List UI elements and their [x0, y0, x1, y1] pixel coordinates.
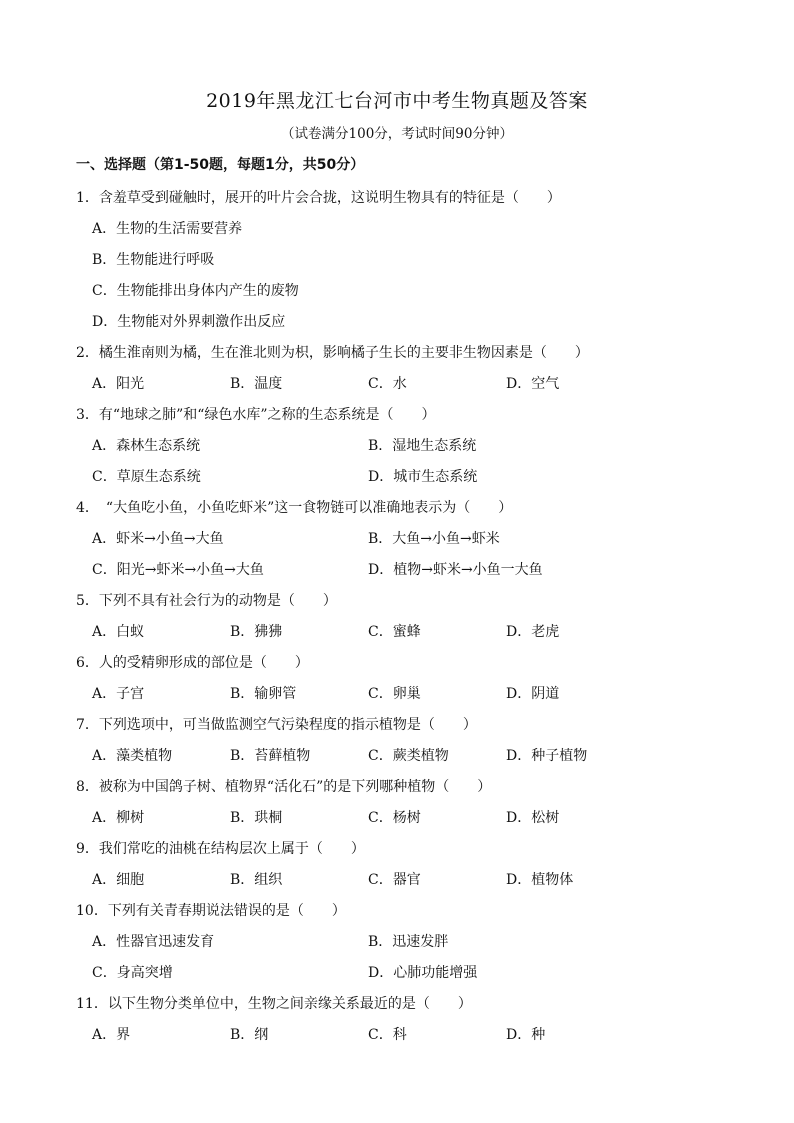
- answer-option: C．杨树: [368, 810, 421, 826]
- answer-option: B．组织: [230, 872, 283, 888]
- question-1: [76, 183, 736, 338]
- answer-option: C．水: [368, 376, 407, 392]
- answer-options: [76, 431, 736, 493]
- answer-option: B．珙桐: [230, 810, 283, 826]
- answer-option: A．细胞: [92, 872, 145, 888]
- question-5: [76, 586, 736, 648]
- answer-option: C．科: [368, 1027, 407, 1043]
- question-stem: 8．被称为中国鸽子树、植物界“活化石”的是下列哪种植物（ ）: [76, 779, 492, 795]
- answer-option: A．虾米→小鱼→大鱼: [92, 531, 224, 547]
- question-stem: 1．含羞草受到碰触时，展开的叶片会合拢，这说明生物具有的特征是（ ）: [76, 190, 561, 206]
- question-2: [76, 338, 736, 400]
- answer-option: C．生物能排出身体内产生的废物: [92, 283, 299, 299]
- question-list: [76, 183, 736, 1051]
- question-stem: 9．我们常吃的油桃在结构层次上属于（ ）: [76, 841, 365, 857]
- answer-option: B．纲: [230, 1027, 269, 1043]
- question-stem: 3．有“地球之肺”和“绿色水库”之称的生态系统是（ ）: [76, 407, 436, 423]
- answer-option: C．蜜蜂: [368, 624, 421, 640]
- question-stem: 7．下列选项中，可当做监测空气污染程度的指示植物是（ ）: [76, 717, 477, 733]
- answer-options: [76, 369, 736, 400]
- answer-option: C．器官: [368, 872, 421, 888]
- answer-option: D．空气: [506, 376, 560, 392]
- exam-info: （试卷满分100分，考试时间90分钟）: [281, 126, 513, 142]
- question-stem: 6．人的受精卵形成的部位是（ ）: [76, 655, 309, 671]
- answer-options: [76, 927, 736, 989]
- question-11: [76, 989, 736, 1051]
- answer-option: B．湿地生态系统: [368, 438, 477, 454]
- answer-option: B．大鱼→小鱼→虾米: [368, 531, 500, 547]
- answer-option: D．种子植物: [506, 748, 588, 764]
- answer-option: D．阴道: [506, 686, 560, 702]
- answer-options: [76, 679, 736, 710]
- answer-option: C．阳光→虾米→小鱼→大鱼: [92, 562, 264, 578]
- answer-options: [76, 1020, 736, 1051]
- section-heading: 一、选择题（第1-50题，每题1分，共50分）: [76, 157, 365, 173]
- answer-option: D．植物体: [506, 872, 574, 888]
- answer-option: B．温度: [230, 376, 283, 392]
- answer-options: [76, 214, 736, 338]
- answer-option: C．草原生态系统: [92, 469, 201, 485]
- answer-option: B．狒狒: [230, 624, 283, 640]
- answer-option: A．白蚁: [92, 624, 145, 640]
- question-stem: 11．以下生物分类单位中，生物之间亲缘关系最近的是（ ）: [76, 996, 472, 1012]
- question-9: [76, 834, 736, 896]
- question-8: [76, 772, 736, 834]
- answer-option: D．老虎: [506, 624, 560, 640]
- answer-option: D．植物→虾米→小鱼一大鱼: [368, 562, 543, 578]
- answer-option: A．生物的生活需要营养: [92, 221, 243, 237]
- answer-option: A．柳树: [92, 810, 145, 826]
- page-title: 2019年黑龙江七台河市中考生物真题及答案: [206, 90, 588, 112]
- answer-option: A．森林生态系统: [92, 438, 201, 454]
- question-stem: 10．下列有关青春期说法错误的是（ ）: [76, 903, 346, 919]
- answer-option: C．卵巢: [368, 686, 421, 702]
- answer-option: C．身高突增: [92, 965, 173, 981]
- answer-option: B．输卵管: [230, 686, 297, 702]
- question-6: [76, 648, 736, 710]
- question-stem: 5．下列不具有社会行为的动物是（ ）: [76, 593, 337, 609]
- answer-options: [76, 803, 736, 834]
- answer-option: A．子宫: [92, 686, 145, 702]
- answer-option: D．生物能对外界刺激作出反应: [92, 314, 286, 330]
- answer-options: [76, 617, 736, 648]
- answer-option: D．松树: [506, 810, 560, 826]
- answer-option: D．心肺功能增强: [368, 965, 478, 981]
- answer-option: C．蕨类植物: [368, 748, 449, 764]
- answer-option: A．界: [92, 1027, 131, 1043]
- answer-option: A．藻类植物: [92, 748, 173, 764]
- question-4: [76, 493, 736, 586]
- answer-option: B．迅速发胖: [368, 934, 449, 950]
- answer-option: A．性器官迅速发育: [92, 934, 215, 950]
- answer-options: [76, 865, 736, 896]
- answer-options: [76, 741, 736, 772]
- question-10: [76, 896, 736, 989]
- answer-option: B．生物能进行呼吸: [92, 252, 215, 268]
- question-stem: 2．橘生淮南则为橘，生在淮北则为枳，影响橘子生长的主要非生物因素是（ ）: [76, 345, 589, 361]
- answer-option: D．城市生态系统: [368, 469, 478, 485]
- answer-options: [76, 524, 736, 586]
- answer-option: A．阳光: [92, 376, 145, 392]
- question-3: [76, 400, 736, 493]
- answer-option: B．苔藓植物: [230, 748, 311, 764]
- question-7: [76, 710, 736, 772]
- question-stem: 4． “大鱼吃小鱼，小鱼吃虾米”这一食物链可以准确地表示为（ ）: [76, 500, 513, 516]
- answer-option: D．种: [506, 1027, 546, 1043]
